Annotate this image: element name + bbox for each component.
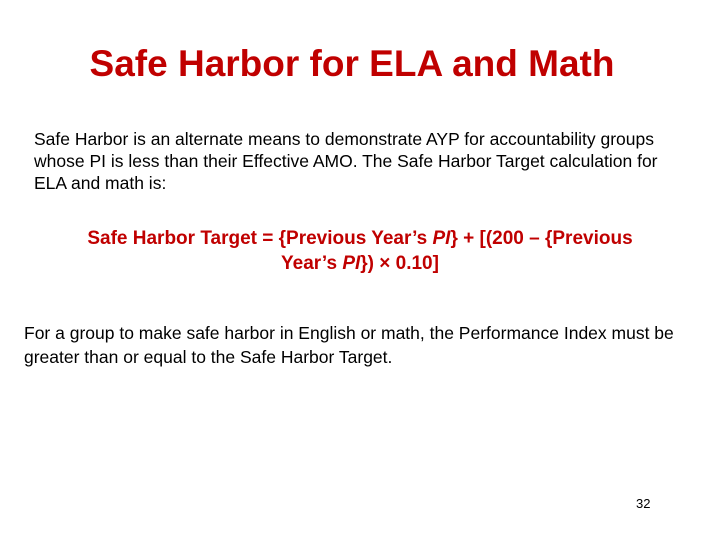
formula-line-2 <box>24 251 696 276</box>
formula-line-1 <box>24 226 696 251</box>
page-number: 32 <box>636 496 651 511</box>
safe-harbor-formula <box>24 226 696 276</box>
formula-text: Safe Harbor Target = {Previous Year’s <box>87 228 433 249</box>
formula-pi: PI <box>342 253 361 274</box>
formula-text: }) × 0.10] <box>360 253 439 274</box>
formula-pi: PI <box>432 228 451 249</box>
formula-text: Year’s <box>281 253 343 274</box>
intro-paragraph: Safe Harbor is an alternate means to demonstrate AYP for accountability groups whose PI is less than their Effective AMO. The Safe Harbor Target calculation for ELA and math is: <box>34 129 658 193</box>
formula-text: } + [(200 – {Previous <box>450 228 633 249</box>
conclusion-paragraph: For a group to make safe harbor in English or math, the Performance Index must be greater than or equal to the Safe Harbor Target. <box>24 323 674 367</box>
slide-title: Safe Harbor for ELA and Math <box>89 43 615 84</box>
